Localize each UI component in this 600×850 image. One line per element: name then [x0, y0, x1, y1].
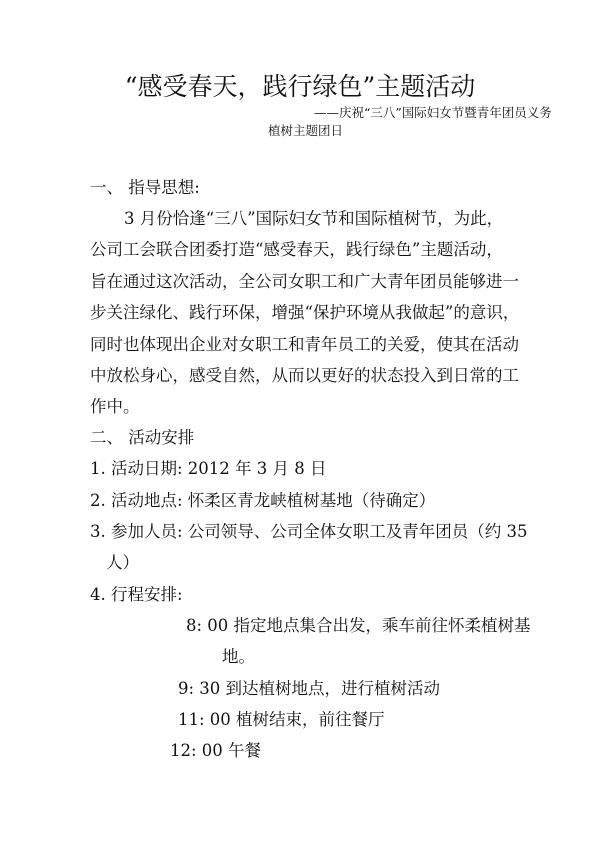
- section-heading-activity-arrangement: 二、 活动安排: [90, 428, 195, 447]
- paragraph-line: 中放松身心，感受自然，从而以更好的状态投入到日常的工: [90, 366, 519, 385]
- paragraph-line: 公司工会联合团委打造“感受春天，践行绿色”主题活动，: [90, 240, 503, 259]
- schedule-item-0800: 8: 00 指定地点集合出发，乘车前往怀柔植树基: [186, 616, 531, 635]
- paragraph-line: 3 月份恰逢“三八”国际妇女节和国际植树节，为此，: [124, 209, 504, 228]
- document-subtitle-continued: 植树主题团日: [268, 123, 344, 138]
- paragraph-line: 同时也体现出企业对女职工和青年员工的关爱，使其在活动: [90, 335, 519, 354]
- schedule-item-0800-continued: 地。: [222, 647, 255, 666]
- list-item-participants: 3. 参加人员: 公司领导、公司全体女职工及青年团员（约 35: [90, 522, 528, 541]
- list-item-schedule-heading: 4. 行程安排:: [90, 585, 183, 604]
- list-item-date: 1. 活动日期: 2012 年 3 月 8 日: [90, 459, 327, 478]
- schedule-item-1100: 11: 00 植树结束，前往餐厅: [178, 710, 385, 729]
- document-title: “感受春天，践行绿色”主题活动: [124, 72, 476, 101]
- schedule-item-0930: 9: 30 到达植树地点，进行植树活动: [178, 679, 441, 698]
- document-subtitle: ——庆祝“三八”国际妇女节暨青年团员义务: [314, 105, 552, 120]
- list-item-location: 2. 活动地点: 怀柔区青龙峡植树基地（待确定）: [90, 491, 436, 510]
- paragraph-line: 作中。: [90, 397, 140, 416]
- schedule-item-1200: 12: 00 午餐: [170, 741, 262, 760]
- paragraph-line: 步关注绿化、践行环保，增强“保护环境从我做起”的意识，: [90, 303, 520, 322]
- paragraph-line: 旨在通过这次活动，全公司女职工和广大青年团员能够进一: [90, 272, 519, 291]
- section-heading-guiding-idea: 一、 指导思想:: [90, 178, 200, 197]
- list-item-participants-continued: 人）: [106, 553, 139, 572]
